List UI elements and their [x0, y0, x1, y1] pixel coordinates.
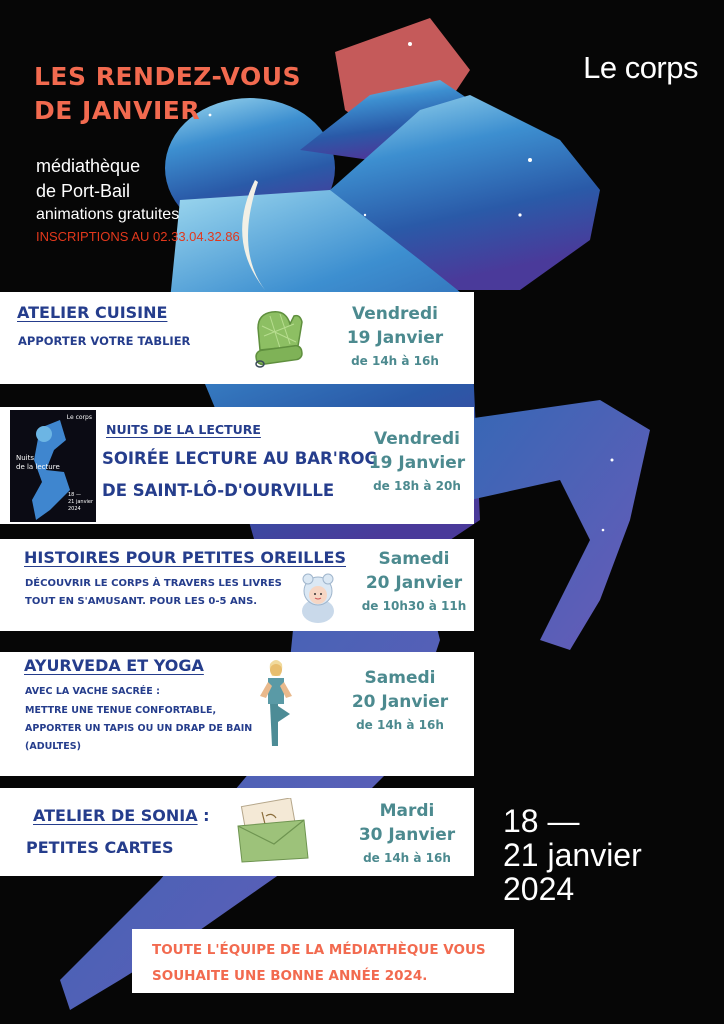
- title-line-1: LES RENDEZ-VOUS: [34, 62, 302, 91]
- poster-brand: Le corps: [66, 414, 92, 421]
- poster-dates-2: 21 janvier: [68, 499, 94, 505]
- event-title-line1: SOIRÉE LECTURE AU BAR'ROC: [102, 449, 377, 468]
- envelope-card-icon: [232, 798, 310, 864]
- title-line-2: DE JANVIER: [34, 96, 201, 125]
- event-card-nuits-de-la-lecture: [0, 407, 474, 524]
- event-date-label: 19 Janvier: [346, 328, 444, 348]
- poster-title-2: de la lecture: [16, 463, 60, 471]
- event-date-label: 20 Janvier: [365, 573, 463, 593]
- event-title: HISTOIRES POUR PETITES OREILLES: [24, 548, 346, 567]
- event-description: APPORTER VOTRE TABLIER: [18, 334, 191, 348]
- library-info: [36, 154, 240, 247]
- event-date: [345, 799, 469, 869]
- dates-line-3: 2024: [503, 871, 575, 907]
- nuits-poster: [10, 410, 96, 522]
- dates-line-2: 21 janvier: [503, 837, 642, 873]
- event-time: de 10h30 à 11h: [361, 599, 467, 613]
- baby-icon: [296, 569, 340, 623]
- event-date: [352, 547, 476, 617]
- event-date-label: 19 Janvier: [368, 453, 466, 473]
- event-card-atelier-sonia: [0, 788, 474, 876]
- event-kicker: NUITS DE LA LECTURE: [106, 422, 261, 437]
- event-title: ATELIER DE SONIA: [33, 806, 198, 825]
- event-time: de 14h à 16h: [363, 851, 451, 865]
- event-time: de 14h à 16h: [356, 718, 444, 732]
- event-day: Mardi: [379, 801, 435, 821]
- event-card-histoires: [0, 539, 474, 631]
- event-description-line1: AVEC LA VACHE SACRÉE :: [25, 686, 160, 697]
- event-description: PETITES CARTES: [26, 838, 174, 857]
- poster-title-1: Nuits: [16, 454, 35, 462]
- event-description-line3: APPORTER UN TAPIS OU UN DRAP DE BAIN: [25, 723, 253, 734]
- library-name-line1: médiathèque: [36, 156, 141, 176]
- event-title: AYURVEDA ET YOGA: [24, 656, 204, 675]
- library-name-line2: de Port-Bail: [36, 181, 131, 201]
- registration-phone: INSCRIPTIONS AU 02.33.04.32.86: [36, 229, 240, 244]
- event-day: Samedi: [378, 549, 450, 569]
- greeting-line-1: TOUTE L'ÉQUIPE DE LA MÉDIATHÈQUE VOUS: [152, 942, 486, 958]
- greeting-line-2: SOUHAITE UNE BONNE ANNÉE 2024.: [152, 968, 428, 984]
- event-title-suffix: :: [197, 806, 210, 825]
- brand-le-corps: Le corps: [583, 50, 698, 85]
- event-time: de 14h à 16h: [351, 354, 439, 368]
- event-description-line1: DÉCOUVRIR LE CORPS À TRAVERS LES LIVRES: [25, 578, 282, 589]
- event-day: Samedi: [364, 668, 436, 688]
- event-card-ayurveda-yoga: [0, 652, 474, 776]
- yoga-pose-icon: [256, 656, 296, 748]
- event-day: Vendredi: [374, 429, 460, 449]
- event-description-line2: METTRE UNE TENUE CONFORTABLE,: [25, 705, 217, 716]
- event-title-line2: DE SAINT-LÔ-D'OURVILLE: [102, 481, 335, 500]
- poster-dates-1: 18 —: [68, 492, 81, 498]
- dates-line-1: 18 —: [503, 803, 580, 839]
- new-year-greeting: [132, 929, 514, 993]
- festival-dates: [503, 804, 642, 906]
- free-activities-label: animations gratuites: [36, 206, 180, 223]
- event-description-line4: (ADULTES): [25, 741, 81, 752]
- event-date: [362, 427, 472, 497]
- page-title: [34, 60, 301, 128]
- event-day: Vendredi: [352, 304, 438, 324]
- event-time: de 18h à 20h: [373, 479, 461, 493]
- event-title: ATELIER CUISINE: [17, 303, 168, 322]
- event-date-label: 20 Janvier: [351, 692, 449, 712]
- poster-dates-3: 2024: [68, 506, 81, 512]
- event-date-label: 30 Janvier: [358, 825, 456, 845]
- oven-mitt-icon: [250, 306, 308, 368]
- event-description-line2: TOUT EN S'AMUSANT. POUR LES 0-5 ANS.: [25, 596, 258, 607]
- event-card-atelier-cuisine: [0, 292, 474, 384]
- event-date: [338, 666, 462, 736]
- event-title-wrap: [33, 806, 210, 825]
- event-date: [330, 302, 460, 372]
